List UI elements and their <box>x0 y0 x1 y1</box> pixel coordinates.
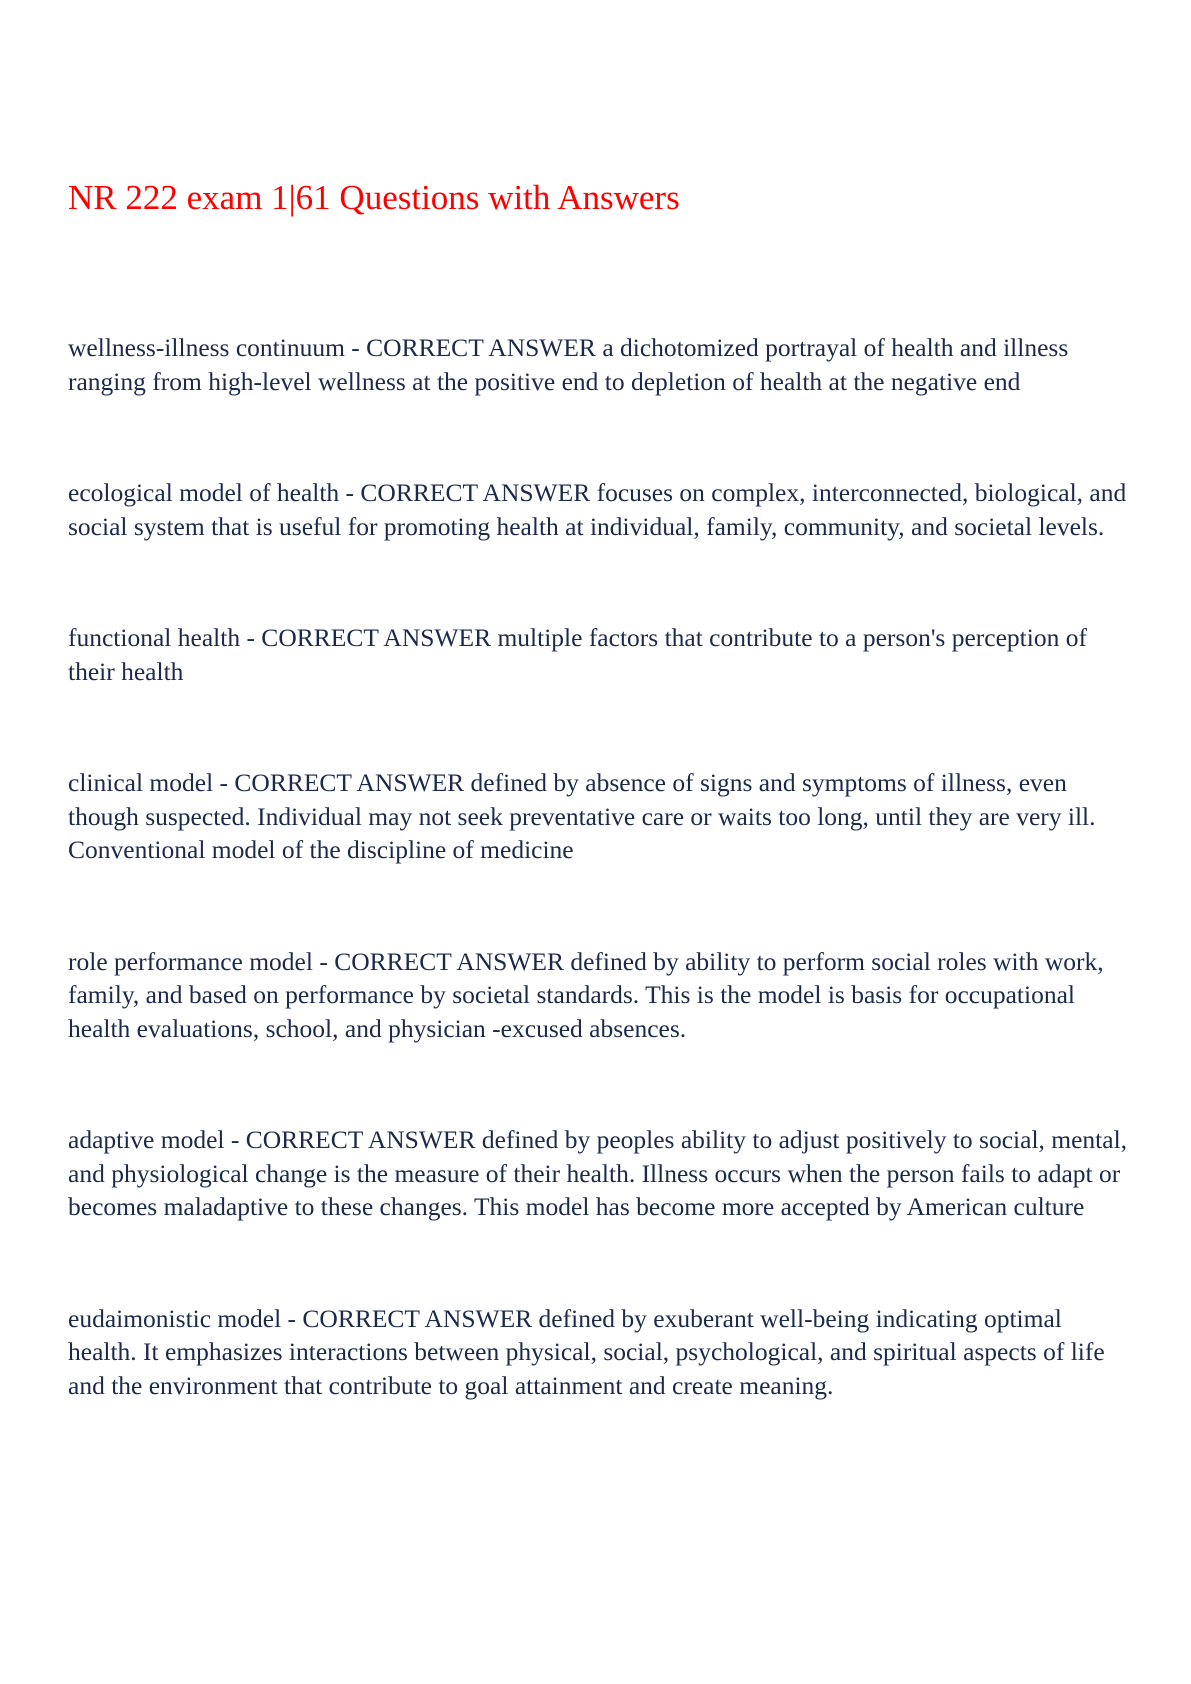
qa-list <box>68 331 1128 1402</box>
qa-item-functional-health: functional health - CORRECT ANSWER multiple factors that contribute to a person's perception of their health <box>68 623 1087 686</box>
document-title: NR 222 exam 1|61 Questions with Answers <box>68 178 680 217</box>
qa-item-wellness-illness-continuum: wellness-illness continuum - CORRECT ANSWER a dichotomized portrayal of health and illness ranging from high-level wellness at the positive end to depletion of health at the negative end <box>68 333 1069 396</box>
qa-item-adaptive-model: adaptive model - CORRECT ANSWER defined by peoples ability to adjust positively to social, mental, and physiological change is the measure of their health. Illness occurs when the person fails to adapt or becomes maladaptive to these changes. This model has become more accepted by American culture <box>68 1125 1128 1221</box>
qa-item-ecological-model: ecological model of health - CORRECT ANSWER focuses on complex, interconnected, biological, and social system that is useful for promoting health at individual, family, community, and societal levels. <box>68 478 1127 541</box>
qa-item-eudaimonistic-model: eudaimonistic model - CORRECT ANSWER defined by exuberant well-being indicating optimal health. It emphasizes interactions between physical, social, psychological, and spiritual aspects of life and the environment that contribute to goal attainment and create meaning. <box>68 1303 1105 1400</box>
qa-item-role-performance-model: role performance model - CORRECT ANSWER defined by ability to perform social roles with work, family, and based on performance by societal standards. This is the model is basis for occupational health evaluations, school, and physician -excused absences. <box>68 946 1104 1043</box>
qa-item-clinical-model: clinical model - CORRECT ANSWER defined by absence of signs and symptoms of illness, even though suspected. Individual may not seek preventative care or waits too long, until they are very ill. Conventional model of the discipline of medicine <box>68 768 1096 864</box>
